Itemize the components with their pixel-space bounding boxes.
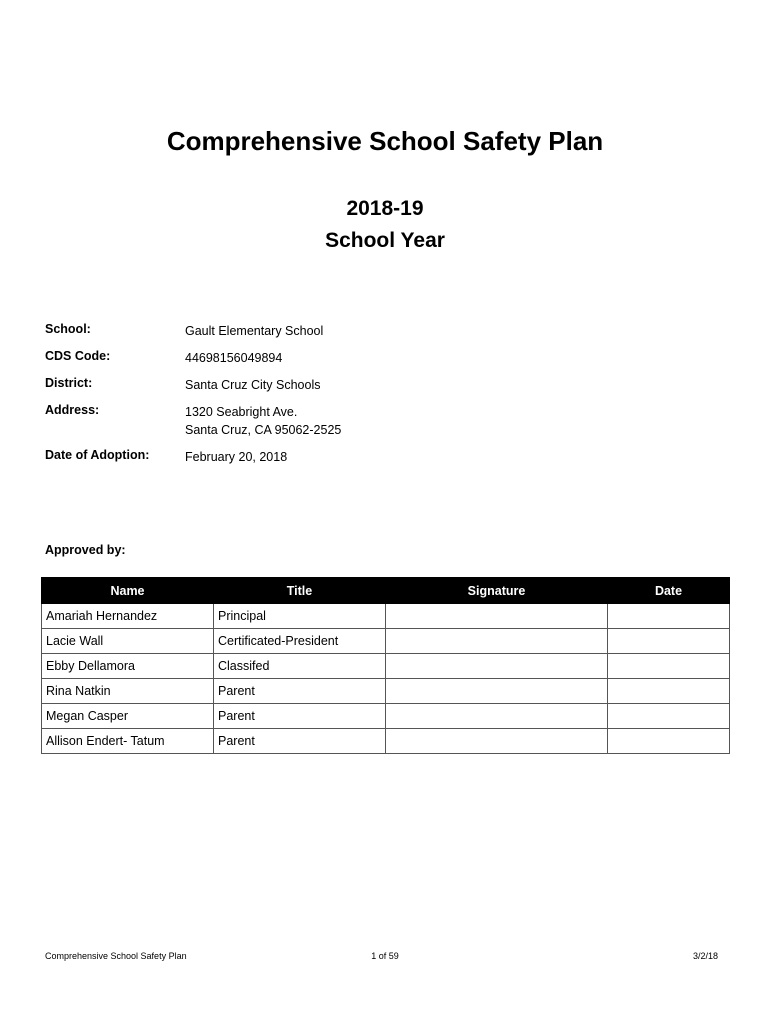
- info-row-district: [45, 376, 341, 394]
- info-value: 44698156049894: [185, 351, 283, 365]
- cell-signature: [386, 704, 608, 729]
- table-header-row: [42, 578, 730, 604]
- cell-signature: [386, 654, 608, 679]
- cell-name: Ebby Dellamora: [42, 654, 214, 679]
- cell-title: Classifed: [214, 654, 386, 679]
- info-label: School:: [45, 322, 91, 336]
- footer-page-number: 1 of 59: [371, 951, 399, 961]
- cell-signature: [386, 604, 608, 629]
- cell-signature: [386, 729, 608, 754]
- info-label: District:: [45, 376, 93, 390]
- footer-document-title: Comprehensive School Safety Plan: [45, 951, 187, 961]
- cell-title: Parent: [214, 704, 386, 729]
- info-value: February 20, 2018: [185, 450, 288, 464]
- cell-date: [608, 654, 730, 679]
- cell-title: Parent: [214, 729, 386, 754]
- info-value: 1320 Seabright Ave. Santa Cruz, CA 95062-2525: [185, 405, 342, 437]
- approved-by-label: Approved by:: [45, 543, 126, 557]
- info-row-date-of-adoption: [45, 448, 341, 466]
- school-year-label: School Year: [325, 229, 445, 252]
- cell-title: Parent: [214, 679, 386, 704]
- column-header-name: Name: [42, 578, 214, 604]
- column-header-date: Date: [608, 578, 730, 604]
- school-info: [45, 322, 341, 475]
- table-row: [42, 604, 730, 629]
- page-title: Comprehensive School Safety Plan: [166, 126, 604, 156]
- cell-date: [608, 679, 730, 704]
- cell-title: Certificated-President: [214, 629, 386, 654]
- info-value: Santa Cruz City Schools: [185, 378, 321, 392]
- cell-signature: [386, 629, 608, 654]
- info-value: Gault Elementary School: [185, 324, 324, 338]
- cell-name: Rina Natkin: [42, 679, 214, 704]
- cell-date: [608, 729, 730, 754]
- cell-name: Megan Casper: [42, 704, 214, 729]
- column-header-signature: Signature: [386, 578, 608, 604]
- info-row-school: [45, 322, 341, 340]
- cell-date: [608, 629, 730, 654]
- table-row: [42, 704, 730, 729]
- cell-date: [608, 604, 730, 629]
- info-row-cds-code: [45, 349, 341, 367]
- approvals-table: [41, 577, 730, 754]
- column-header-title: Title: [214, 578, 386, 604]
- info-label: CDS Code:: [45, 349, 111, 363]
- table-row: [42, 654, 730, 679]
- table-row: [42, 679, 730, 704]
- cell-date: [608, 704, 730, 729]
- cell-name: Amariah Hernandez: [42, 604, 214, 629]
- cell-title: Principal: [214, 604, 386, 629]
- cell-signature: [386, 679, 608, 704]
- info-label: Address:: [45, 403, 100, 417]
- footer-date: 3/2/18: [692, 951, 718, 961]
- cell-name: Allison Endert- Tatum: [42, 729, 214, 754]
- info-label: Date of Adoption:: [45, 448, 150, 462]
- table-row: [42, 629, 730, 654]
- info-row-address: [45, 403, 341, 439]
- school-year-range: 2018-19: [346, 197, 424, 220]
- cell-name: Lacie Wall: [42, 629, 214, 654]
- table-row: [42, 729, 730, 754]
